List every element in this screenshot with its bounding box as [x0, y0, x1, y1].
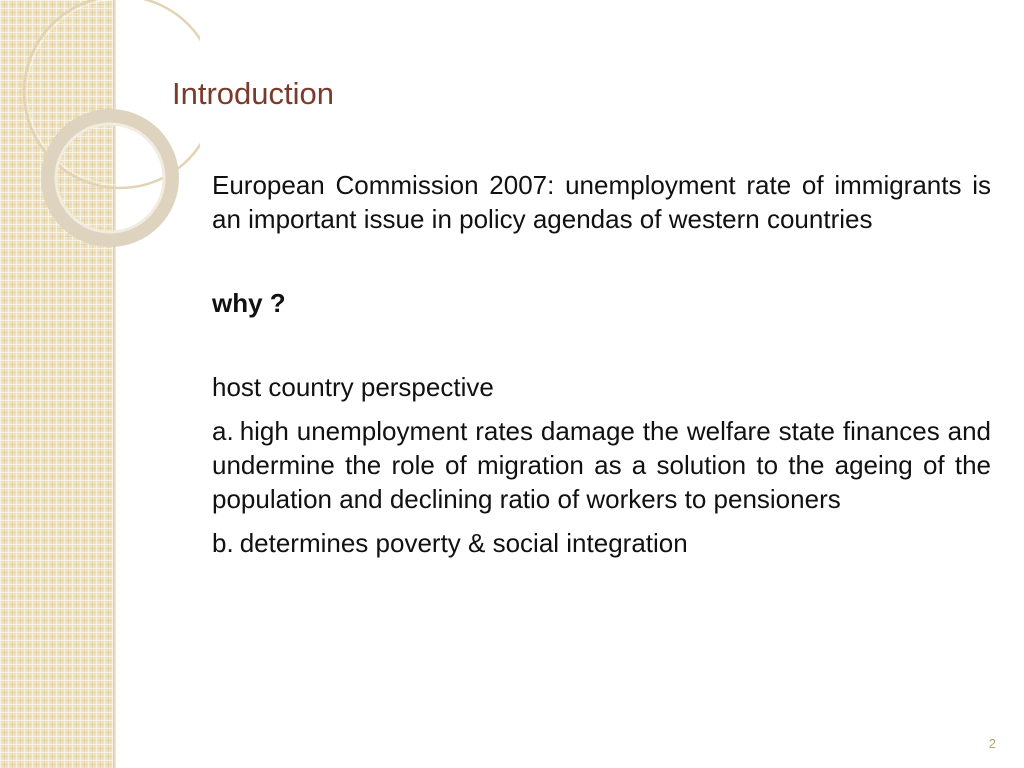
list-item: [212, 526, 991, 560]
item-label: a.: [212, 416, 234, 446]
item-text: high unemployment rates damage the welfare state finances and undermine the role of migration as a solution to the ageing of the population and declining ratio of workers to pensioners: [212, 416, 991, 514]
lower-ring: [48, 116, 172, 240]
perspective-heading: host country perspective: [212, 372, 494, 402]
decorative-rings: [0, 0, 200, 260]
slide-body: [212, 168, 991, 560]
slide-title: Introduction: [172, 76, 334, 111]
list-item: [212, 414, 991, 516]
question-line: why ?: [212, 288, 286, 318]
page-number: 2: [988, 736, 996, 751]
item-text: determines poverty & social integration: [239, 528, 688, 558]
intro-paragraph: European Commission 2007: unemployment rate of immigrants is an important issue in policy agendas of western countries: [212, 170, 991, 234]
item-label: b.: [212, 528, 234, 558]
lower-ring-inner: [56, 124, 164, 232]
